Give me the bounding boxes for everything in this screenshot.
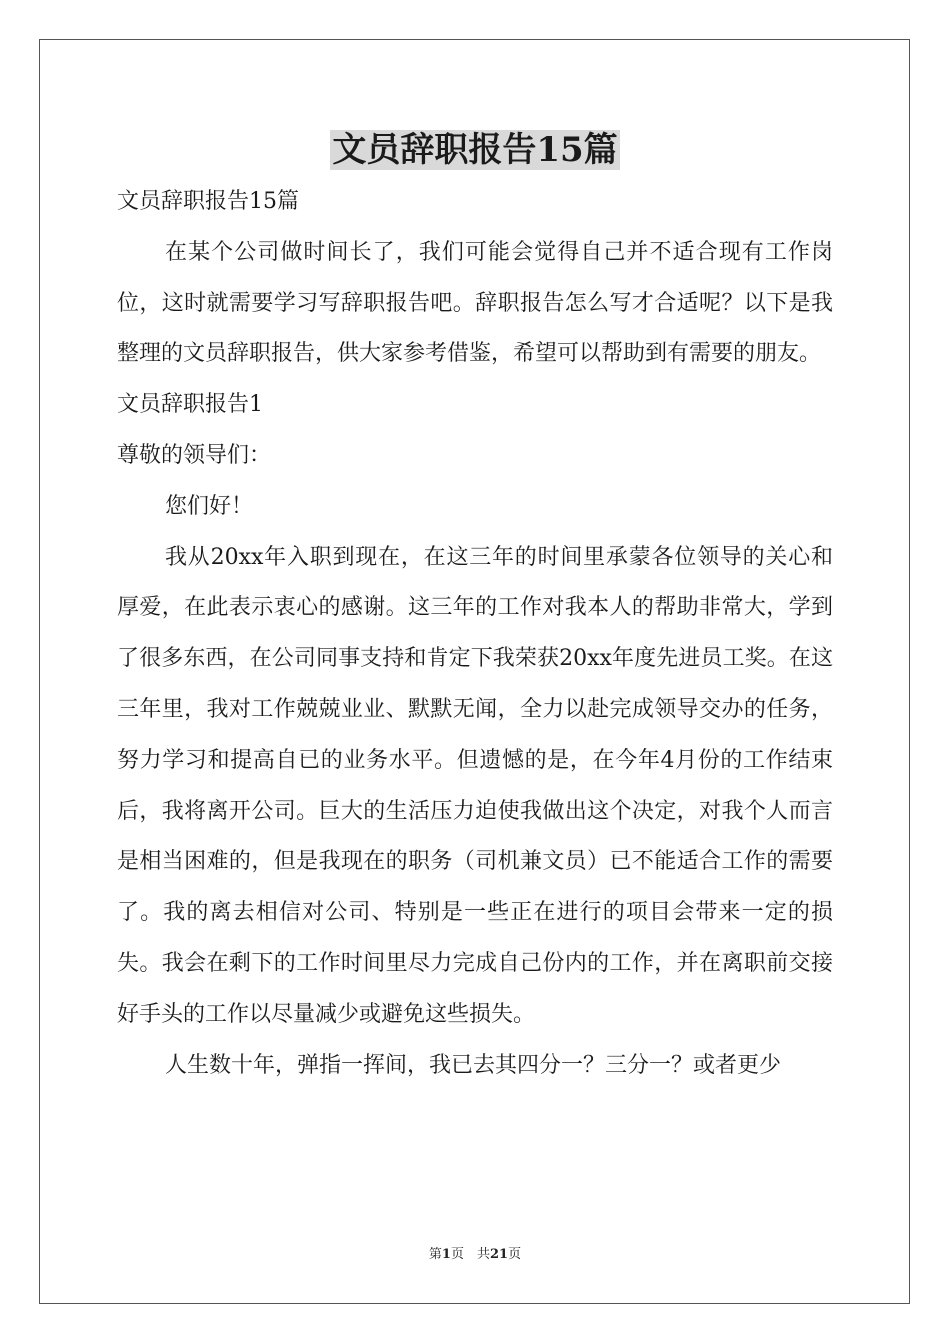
section-heading: 文员辞职报告1 <box>117 392 263 418</box>
footer-page-prefix: 第 <box>428 1247 442 1262</box>
footer-page-suffix: 页 <box>508 1247 522 1262</box>
document-title-text: 文员辞职报告15篇 <box>332 130 618 170</box>
footer-page-mid: 页 共 <box>450 1247 490 1262</box>
document-title <box>0 126 950 174</box>
body-paragraph: 人生数十年，弹指一挥间，我已去其四分一？三分一？或者更少 <box>165 1052 782 1078</box>
salutation: 尊敬的领导们： <box>117 442 272 468</box>
footer-page-total: 21 <box>489 1247 509 1262</box>
greeting: 您们好！ <box>165 493 254 519</box>
intro-paragraph: 在某个公司做时间长了，我们可能会觉得自己并不适合现有工作岗位，这时就需要学习写辞职报告吧。辞职报告怎么写才合适呢？以下是我整理的文员辞职报告，供大家参考借鉴，希望可以帮助到有需要的朋友。 <box>117 239 833 367</box>
subtitle-paragraph: 文员辞职报告15篇 <box>117 189 299 214</box>
body-paragraph: 我从20xx年入职到现在，在这三年的时间里承蒙各位领导的关心和厚爱，在此表示衷心的感谢。这三年的工作对我本人的帮助非常大，学到了很多东西，在公司同事支持和肯定下我荣获20xx年度先进员工奖。在这三年里，我对工作兢兢业业、默默无闻，全力以赴完成领导交办的任务，努力学习和提高自已的业务水平。但遗憾的是，在今年4月份的工作结束后，我将离开公司。巨大的生活压力迫使我做出这个决定，对我个人而言是相当困难的，但是我现在的职务（司机兼文员）已不能适合工作的需要了。我的离去相信对公司、特别是一些正在进行的项目会带来一定的损失。我会在剩下的工作时间里尽力完成自己份内的工作，并在离职前交接好手头的工作以尽量减少或避免这些损失。 <box>117 544 833 1027</box>
footer-page-current: 1 <box>441 1247 451 1262</box>
document-body <box>117 177 833 1091</box>
page-footer <box>0 1245 950 1265</box>
